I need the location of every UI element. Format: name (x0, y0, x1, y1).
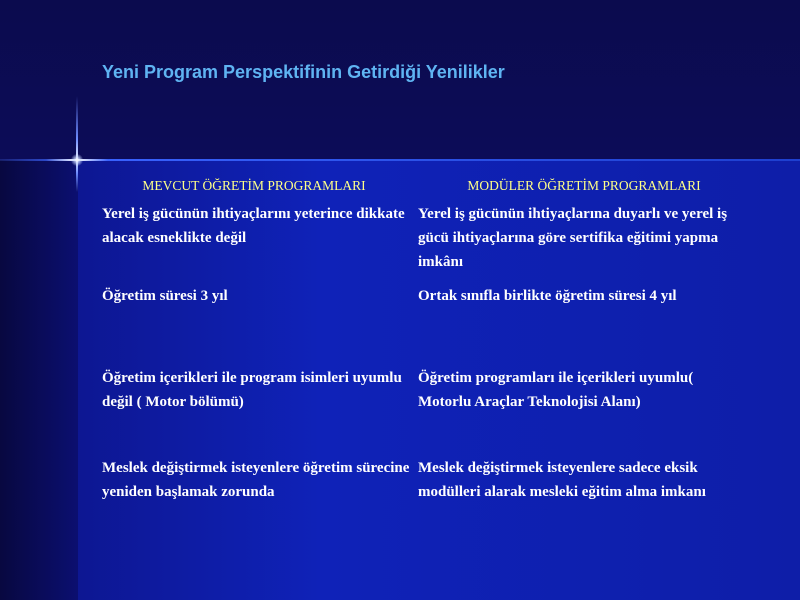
modular-program-cell: Yerel iş gücünün ihtiyaçlarına duyarlı ve yerel iş gücü ihtiyaçlarına göre sertifika eğitimi yapma imkânı (418, 206, 728, 270)
left-dark-strip (0, 160, 78, 600)
sparkle-star-icon (71, 154, 83, 166)
slide-title: Yeni Program Perspektifinin Getirdiği Yenilikler (102, 62, 505, 82)
modular-program-cell: Öğretim programları ile içerikleri uyumlu( Motorlu Araçlar Teknolojisi Alanı) (418, 370, 694, 410)
modular-program-cell: Meslek değiştirmek isteyenlere sadece eksik modülleri alarak mesleki eğitim alma imkanı (418, 460, 706, 500)
horizontal-accent-line (0, 159, 800, 161)
table-row (98, 282, 748, 364)
header-modular-programs: MODÜLER ÖĞRETİM PROGRAMLARI (467, 178, 701, 193)
table-row (98, 364, 748, 454)
table-header-row (98, 172, 748, 200)
modular-program-cell: Ortak sınıfla birlikte öğretim süresi 4 yıl (418, 288, 677, 304)
table-row (98, 200, 748, 282)
current-program-cell: Yerel iş gücünün ihtiyaçlarını yeterince dikkate alacak esneklikte değil (102, 206, 405, 246)
table-row (98, 454, 748, 538)
vertical-accent-line (76, 96, 78, 192)
header-current-programs: MEVCUT ÖĞRETİM PROGRAMLARI (142, 178, 366, 193)
current-program-cell: Öğretim içerikleri ile program isimleri uyumlu değil ( Motor bölümü) (102, 370, 402, 410)
comparison-table (98, 172, 748, 538)
current-program-cell: Öğretim süresi 3 yıl (102, 288, 228, 304)
current-program-cell: Meslek değiştirmek isteyenlere öğretim sürecine yeniden başlamak zorunda (102, 460, 410, 500)
